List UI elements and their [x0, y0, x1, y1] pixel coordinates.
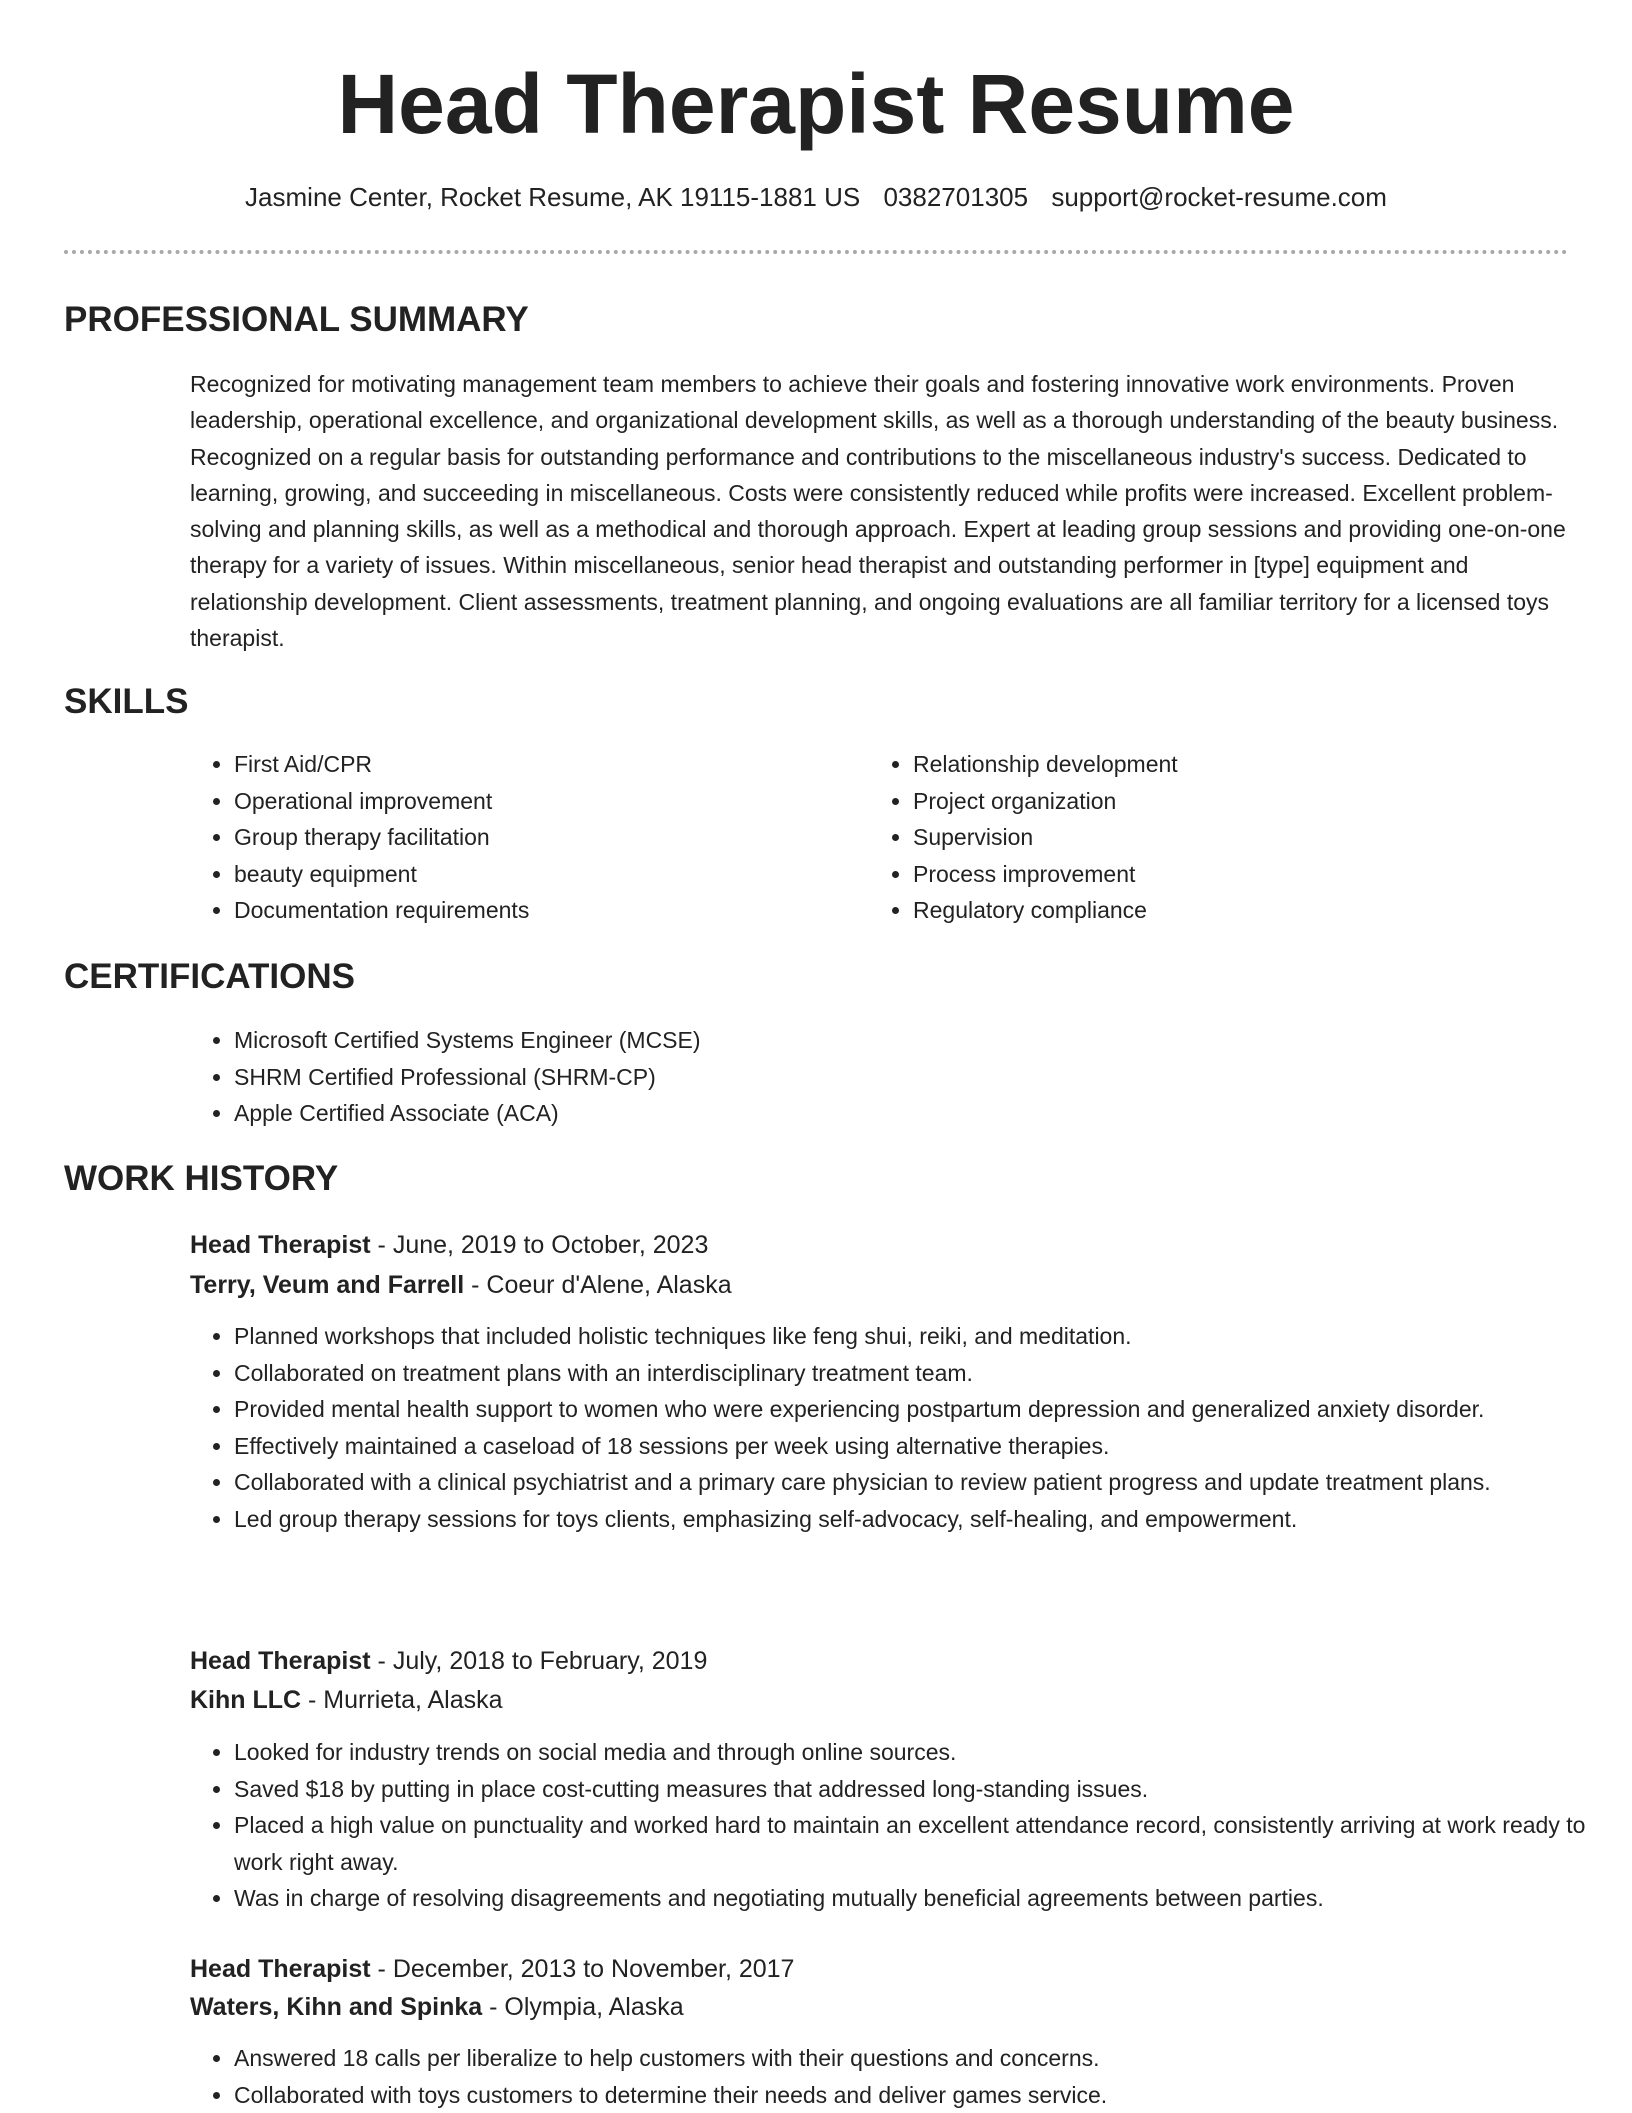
job-bullet: • Provided mental health support to women who were experiencing postpartum depression and generalized anxiety disorder. — [234, 1391, 1614, 1428]
job-dates: - June, 2019 to October, 2023 — [371, 1231, 709, 1259]
skill-item: • beauty equipment — [234, 856, 854, 893]
job-title-line — [190, 1949, 794, 1989]
skill-item: • First Aid/CPR — [234, 746, 854, 783]
job-bullet: • Placed a high value on punctuality and worked hard to maintain an excellent attendance record, consistently arriving at work ready to work right away. — [234, 1807, 1614, 1880]
job-bullet: • Looked for industry trends on social media and through online sources. — [234, 1734, 1614, 1771]
skills-heading: SKILLS — [64, 680, 188, 724]
job-company-line — [190, 1987, 684, 2027]
contact-line — [0, 180, 1632, 214]
skill-item: • Regulatory compliance — [913, 892, 1533, 929]
job-bullets — [190, 2040, 1614, 2113]
contact-address: Jasmine Center, Rocket Resume, AK 19115-1881 US — [245, 182, 860, 212]
job-location: - Murrieta, Alaska — [301, 1686, 502, 1714]
certification-item: • SHRM Certified Professional (SHRM-CP) — [234, 1059, 1614, 1096]
job-bullet: • Led group therapy sessions for toys clients, emphasizing self-advocacy, self-healing, and empowerment. — [234, 1501, 1614, 1538]
job-bullet: • Collaborated with toys customers to determine their needs and deliver games service. — [234, 2077, 1614, 2113]
header-divider — [64, 250, 1568, 254]
job-bullet: • Was in charge of resolving disagreements and negotiating mutually beneficial agreements between parties. — [234, 1880, 1614, 1917]
summary-heading: PROFESSIONAL SUMMARY — [64, 298, 529, 342]
job-company-line — [190, 1680, 503, 1720]
contact-email[interactable]: support@rocket-resume.com — [1051, 182, 1387, 212]
certification-item: • Microsoft Certified Systems Engineer (MCSE) — [234, 1022, 1614, 1059]
certifications-heading: CERTIFICATIONS — [64, 955, 355, 999]
job-title-line — [190, 1641, 707, 1681]
resume-title: Head Therapist Resume — [0, 54, 1632, 154]
contact-phone: 0382701305 — [883, 182, 1028, 212]
job-location: - Olympia, Alaska — [482, 1993, 683, 2021]
job-dates: - July, 2018 to February, 2019 — [371, 1647, 708, 1675]
job-company: Waters, Kihn and Spinka — [190, 1993, 482, 2021]
job-bullet: • Answered 18 calls per liberalize to help customers with their questions and concerns. — [234, 2040, 1614, 2077]
job-company: Kihn LLC — [190, 1686, 301, 1714]
job-bullet: • Saved $18 by putting in place cost-cutting measures that addressed long-standing issues. — [234, 1771, 1614, 1808]
certifications-list — [190, 1022, 1614, 1132]
skills-list-right — [869, 746, 1533, 929]
work-history-heading: WORK HISTORY — [64, 1157, 338, 1201]
job-bullet: • Effectively maintained a caseload of 18 sessions per week using alternative therapies. — [234, 1428, 1614, 1465]
skill-item: • Supervision — [913, 819, 1533, 856]
job-title: Head Therapist — [190, 1955, 371, 1983]
job-dates: - December, 2013 to November, 2017 — [371, 1955, 795, 1983]
job-bullets — [190, 1318, 1614, 1537]
skill-item: • Group therapy facilitation — [234, 819, 854, 856]
job-title: Head Therapist — [190, 1231, 371, 1259]
skills-list-left — [190, 746, 854, 929]
job-company: Terry, Veum and Farrell — [190, 1271, 464, 1299]
job-bullet: • Collaborated with a clinical psychiatrist and a primary care physician to review patient progress and update treatment plans. — [234, 1464, 1614, 1501]
job-title-line — [190, 1225, 708, 1265]
skill-item: • Project organization — [913, 783, 1533, 820]
skill-item: • Process improvement — [913, 856, 1533, 893]
summary-text: Recognized for motivating management team members to achieve their goals and fostering innovative work environments. Proven leadership, operational excellence, and organizational development skills, as well as a thorough understanding of the beauty business. Recognized on a regular basis for outstanding performance and contributions to the miscellaneous industry's success. Dedicated to learning, growing, and succeeding in miscellaneous. Costs were consistently reduced while profits were increased. Excellent problem-solving and planning skills, as well as a methodical and thorough approach. Expert at leading group sessions and providing one-on-one therapy for a variety of issues. Within miscellaneous, senior head therapist and outstanding performer in [type] equipment and relationship development. Client assessments, treatment planning, and ongoing evaluations are all familiar territory for a licensed toys therapist. — [190, 366, 1570, 656]
skill-item: • Documentation requirements — [234, 892, 854, 929]
skill-item: • Relationship development — [913, 746, 1533, 783]
job-bullet: • Planned workshops that included holistic techniques like feng shui, reiki, and meditation. — [234, 1318, 1614, 1355]
job-location: - Coeur d'Alene, Alaska — [464, 1271, 731, 1299]
skill-item: • Operational improvement — [234, 783, 854, 820]
job-title: Head Therapist — [190, 1647, 371, 1675]
job-bullets — [190, 1734, 1614, 1917]
certification-item: • Apple Certified Associate (ACA) — [234, 1095, 1614, 1132]
job-bullet: • Collaborated on treatment plans with an interdisciplinary treatment team. — [234, 1355, 1614, 1392]
job-company-line — [190, 1265, 732, 1305]
